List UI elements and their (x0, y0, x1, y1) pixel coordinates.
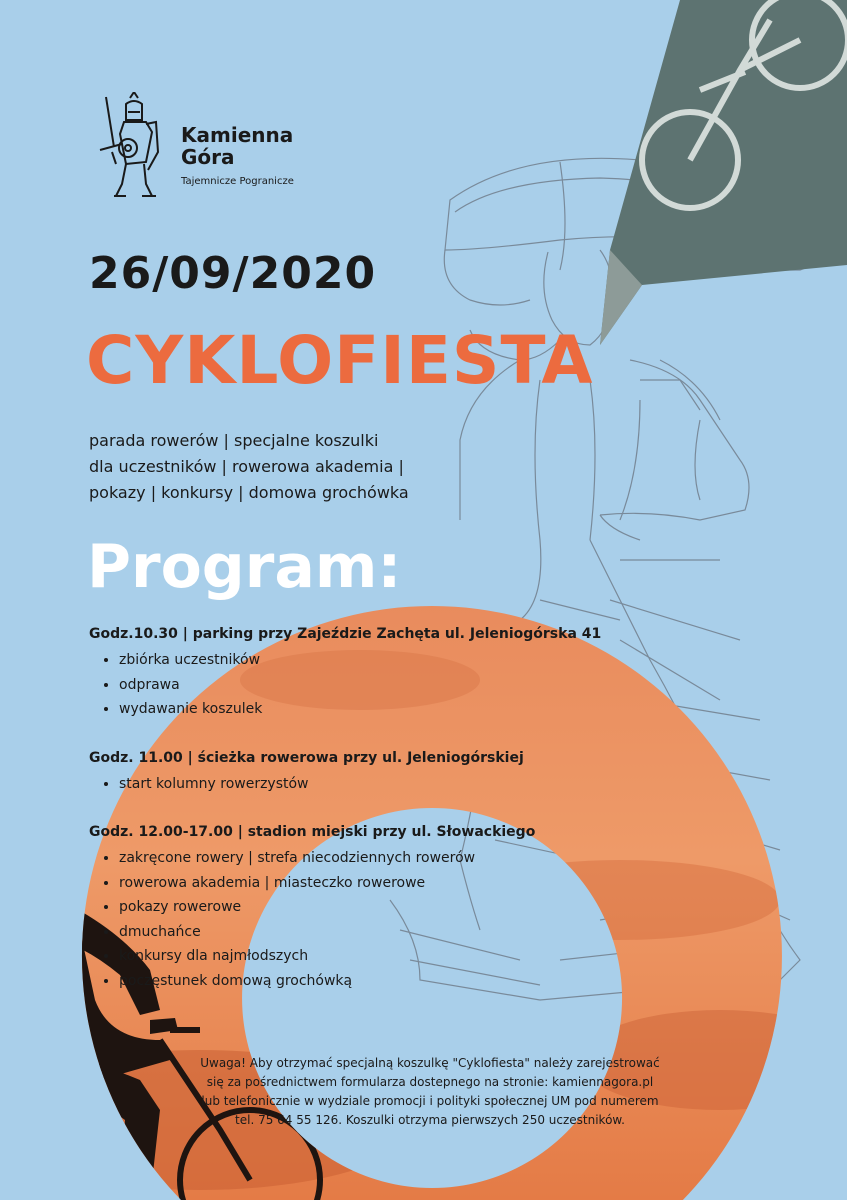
notice-line: lub telefonicznie w wydziale promocji i polityki społecznej UM pod numerem (201, 1094, 659, 1108)
logo-name (181, 124, 293, 168)
feature-summary (89, 428, 509, 506)
list-item: • poczęstunek domową grochówką (119, 969, 535, 994)
list-item: • start kolumny rowerzystów (119, 772, 524, 797)
logo-name-line2: Góra (181, 145, 235, 169)
city-logo (86, 92, 346, 202)
list-item: • zbiórka uczestników (119, 648, 601, 673)
event-title: CYKLOFIESTA (86, 322, 594, 399)
list-item: • zakręcone rowery | strefa niecodziennych rowerów (119, 846, 535, 871)
program-heading: Program: (87, 532, 402, 602)
section-time: Godz.10.30 | parking przy Zajeździe Zachęta ul. Jeleniogórska 41 (89, 626, 602, 642)
list-item: • dmuchańce (119, 920, 535, 945)
logo-tagline: Tajemnicze Pogranicze (181, 176, 294, 187)
feature-line: parada rowerów | specjalne koszulki (89, 431, 379, 450)
section-item-list (89, 846, 535, 993)
logo-name-line1: Kamienna (181, 123, 294, 147)
notice-line: tel. 75 64 55 126. Koszulki otrzyma pierwszych 250 uczestników. (235, 1113, 625, 1127)
list-item: • odprawa (119, 673, 601, 698)
event-date: 26/09/2020 (89, 248, 377, 299)
section-item-list (89, 648, 601, 722)
program-section-1 (89, 624, 601, 722)
section-item-list (89, 772, 524, 797)
knight-icon (86, 92, 166, 200)
feature-line: dla uczestników | rowerowa akademia | (89, 457, 404, 476)
registration-notice (160, 1054, 700, 1130)
notice-line: się za pośrednictwem formularza dostepnego na stronie: kamiennagora.pl (206, 1075, 654, 1089)
list-item: • rowerowa akademia | miasteczko rowerowe (119, 871, 535, 896)
feature-line: pokazy | konkursy | domowa grochówka (89, 483, 409, 502)
notice-line: Uwaga! Aby otrzymać specjalną koszulkę "Cyklofiesta" należy zarejestrować (200, 1056, 660, 1070)
list-item: • konkursy dla najmłodszych (119, 944, 535, 969)
bike-lane-photo (600, 0, 847, 345)
list-item: • wydawanie koszulek (119, 697, 601, 722)
section-time: Godz. 11.00 | ścieżka rowerowa przy ul. Jeleniogórskiej (89, 750, 524, 766)
list-item: • pokazy rowerowe (119, 895, 535, 920)
program-section-2 (89, 748, 524, 797)
section-time: Godz. 12.00-17.00 | stadion miejski przy ul. Słowackiego (89, 824, 536, 840)
program-section-3 (89, 822, 535, 993)
